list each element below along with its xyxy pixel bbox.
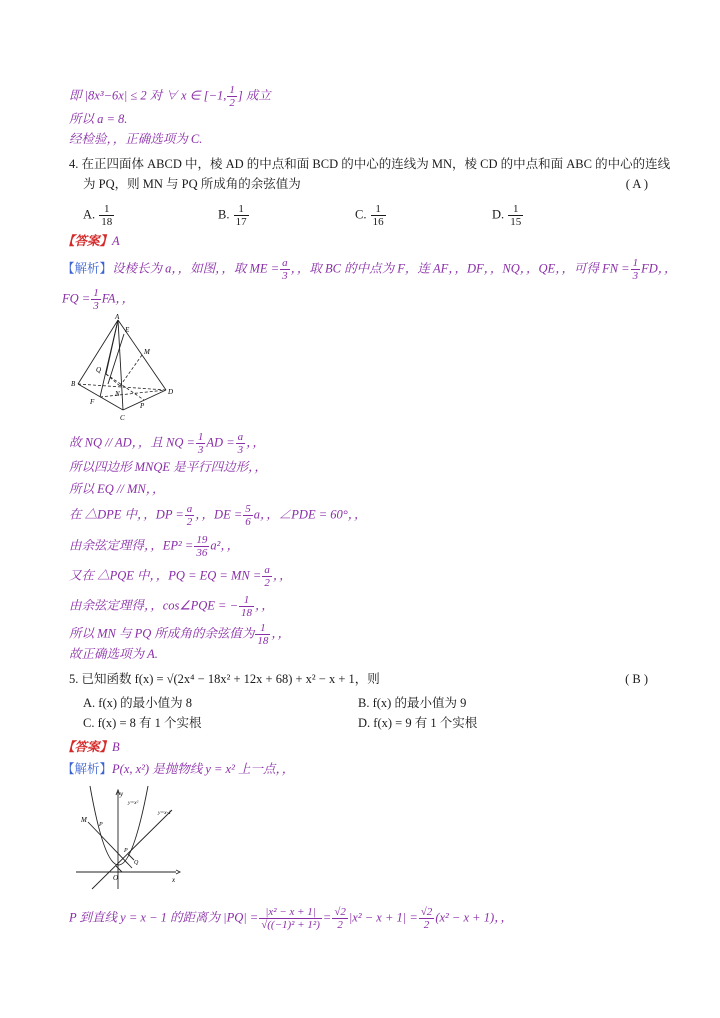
parabola-figure — [72, 784, 182, 894]
q5-analysis-line-1: 【解析】P(x, x²) 是抛物线 y = x² 上一点，， — [62, 762, 295, 776]
fig2-label-q: Q — [134, 860, 139, 866]
q5-distance-line: P 到直线 y = x − 1 的距离为 |PQ| = $\frac{\text{|x² − x + 1|}}{\text{√((−1)² + 1²)}}$ = $\frac{√2}{2}$ |x² − x + 1| = $\frac{√2}{2}$ (x² − x + 1)，， — [69, 906, 513, 931]
q4-answer: 【答案】A — [62, 234, 120, 248]
q4-analysis-line-1: 【解析】设棱长为 a，，如图，，取 ME = $\frac{a}{3}$ ，，取 BC 的中点为 F，连 AF，，DF，，NQ，，QE，，可得 FN = $\frac{1}{3}$ FD，， — [62, 257, 677, 282]
q4-step-6: 又在 △PQE 中，，PQ = EQ = MN = $\frac{a}{2}$ ，， — [69, 564, 292, 589]
q5-option-a: A. f(x) 的最小值为 8 — [83, 696, 193, 710]
q4-option-b: B. $\frac{1}{17}$ — [218, 203, 247, 228]
prev-line-1: 即 |8x³−6x| ≤ 2 对 ∀ x ∈ [−1, $\frac{1}{2}$ ] 成立 — [69, 84, 271, 109]
q4-option-d: D. $\frac{1}{15}$ — [492, 203, 522, 228]
fig1-label-b: B — [71, 380, 76, 388]
q4-step-7: 由余弦定理得，，cos∠PQE = − $\frac{1}{18}$ ，， — [69, 594, 274, 619]
tetrahedron-figure — [68, 312, 178, 424]
q4-stem-line-2: 为 PQ，则 MN 与 PQ 所成角的余弦值为 — [83, 177, 301, 191]
prev-line-3: 经检验，，正确选项为 C. — [69, 132, 203, 146]
q4-step-4: 在 △DPE 中，，DP = $\frac{a}{2}$ ，，DE = $\frac{5}{6}$ a，，∠PDE = 60°，， — [69, 503, 367, 528]
fig2-label-p1: P — [99, 822, 103, 828]
q4-step-2: 所以四边形 MNQE 是平行四边形，， — [69, 460, 267, 474]
q4-step-1: 故 NQ // AD，，且 NQ = $\frac{1}{3}$ AD = $\frac{a}{3}$ ，， — [69, 431, 265, 456]
fig1-label-q: Q — [96, 366, 102, 374]
fig1-label-d: D — [168, 388, 174, 396]
q4-step-9: 故正确选项为 A. — [69, 647, 158, 661]
fig2-label-y: y — [120, 790, 124, 798]
fig1-label-a: A — [115, 313, 120, 321]
q4-option-a: A. $\frac{1}{18}$ — [83, 203, 113, 228]
analysis-tag: 【解析】 — [62, 762, 113, 776]
fig1-label-e: E — [125, 326, 130, 334]
q4-step-8: 所以 MN 与 PQ 所成角的余弦值为 $\frac{1}{18}$ ，， — [69, 622, 291, 647]
fig1-label-c: C — [120, 414, 125, 422]
q5-stem: 5. 已知函数 f(x) = √(2x⁴ − 18x² + 12x + 68) + x² − x + 1，则 — [69, 672, 380, 686]
q4-option-c: C. $\frac{1}{16}$ — [355, 203, 384, 228]
q5-option-c: C. f(x) = 8 有 1 个实根 — [83, 716, 202, 730]
fig2-curve-label: y=x² — [128, 800, 139, 806]
q4-stem-line-1: 4. 在正四面体 ABCD 中，棱 AD 的中点和面 BCD 的中心的连线为 MN，棱 CD 的中点和面 ABC 的中心的连线 — [69, 157, 671, 171]
fig2-label-o: O — [113, 874, 119, 882]
prev-line-2: 所以 a = 8. — [69, 112, 128, 126]
q5-answer-paren: ( B ) — [625, 672, 648, 686]
fig2-label-p2: P — [124, 848, 128, 854]
q4-step-5: 由余弦定理得，，EP² = $\frac{19}{36}$ a²，， — [69, 534, 240, 559]
analysis-tag: 【解析】 — [62, 261, 113, 276]
q4-step-3: 所以 EQ // MN，， — [69, 482, 165, 496]
fig1-label-p: P — [140, 402, 145, 410]
fig1-label-m: M — [144, 348, 150, 356]
fig2-label-m: M — [81, 816, 87, 824]
answer-tag: 【答案】 — [62, 234, 113, 248]
answer-tag: 【答案】 — [62, 740, 113, 754]
fig2-line-label: y=x-1 — [158, 810, 172, 816]
fig1-label-f: F — [90, 398, 95, 406]
q5-option-d: D. f(x) = 9 有 1 个实根 — [358, 716, 478, 730]
fig2-label-x: x — [172, 876, 176, 884]
q5-option-b: B. f(x) 的最小值为 9 — [358, 696, 467, 710]
q4-answer-paren: ( A ) — [625, 177, 648, 191]
q4-analysis-line-2: FQ = $\frac{1}{3}$ FA，， — [62, 287, 135, 312]
q5-answer: 【答案】B — [62, 740, 120, 754]
fig1-label-n: N — [115, 390, 120, 398]
